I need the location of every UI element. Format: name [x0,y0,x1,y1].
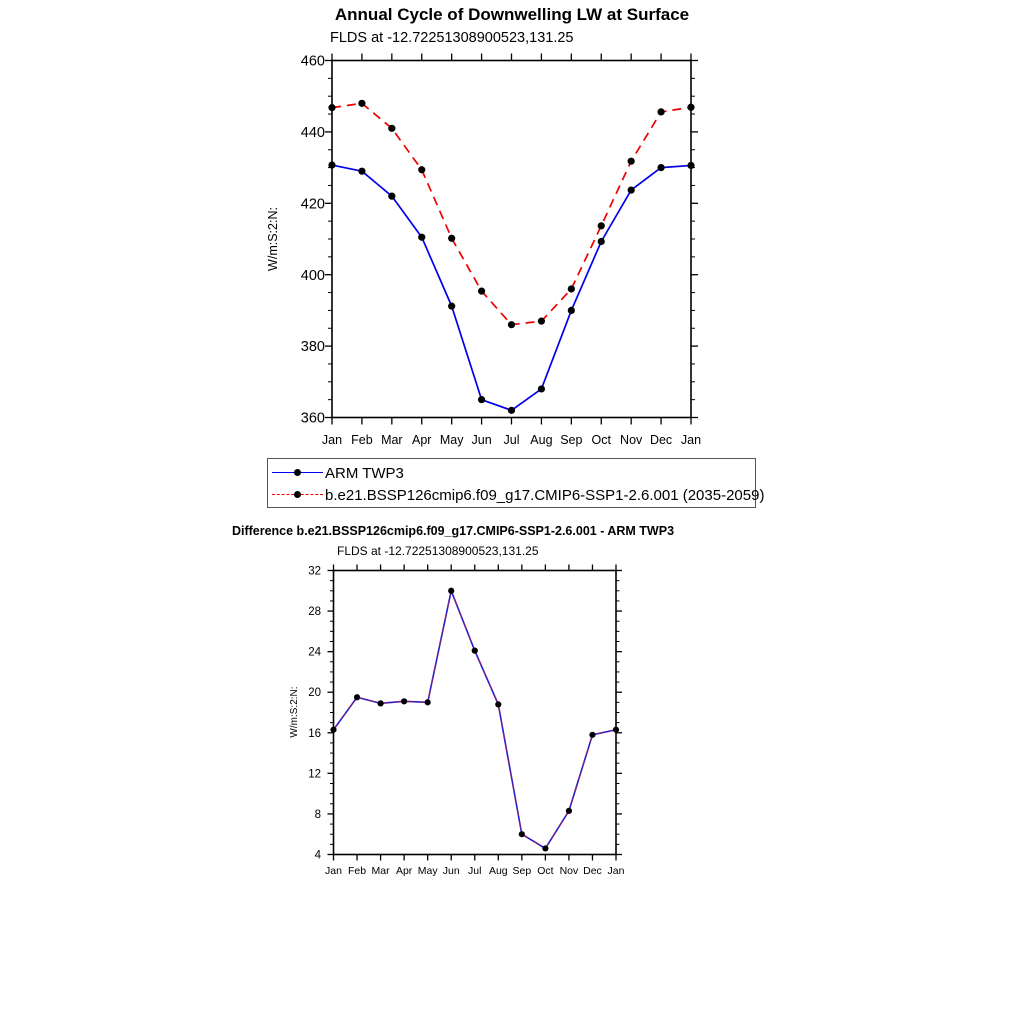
data-point-marker [448,588,454,594]
data-point-marker [568,285,575,292]
y-tick-label: 8 [314,808,321,821]
data-point-marker [358,168,365,175]
data-point-marker [448,235,455,242]
x-tick-label: May [417,865,438,877]
x-tick-label: Aug [488,865,508,877]
data-point-marker [628,158,635,165]
x-tick-label: Aug [530,433,553,447]
difference-chart-subtitle: FLDS at -12.72251308900523,131.25 [337,544,539,558]
x-tick-label: Jan [680,433,702,447]
x-tick-label: Mar [371,865,390,877]
x-tick-label: Jan [325,865,342,877]
y-tick-label: 360 [300,410,325,427]
x-tick-label: Feb [347,865,367,877]
x-tick-label: Nov [620,433,643,447]
data-point-marker [657,164,664,171]
legend-line-sample-solid [272,464,323,482]
x-tick-label: Jul [503,433,520,447]
x-tick-label: Jan [607,865,625,877]
data-point-marker [568,307,575,314]
difference-chart-title: Difference b.e21.BSSP126cmip6.f09_g17.CMIP6-SSP1-2.6.001 - ARM TWP3 [231,524,675,538]
data-point-marker [538,385,545,392]
x-tick-label: Feb [351,433,373,447]
marker-dot-icon [294,491,301,498]
data-point-marker [330,727,336,733]
legend-item-arm-twp3 [272,462,755,484]
x-tick-label: Sep [512,865,532,877]
data-point-marker [448,303,455,310]
data-point-marker [508,321,515,328]
legend-box [267,458,765,508]
y-tick-label: 24 [308,646,321,659]
legend-label: b.e21.BSSP126cmip6.f09_g17.CMIP6-SSP1-2.6.001 (2035-2059) [325,486,765,504]
x-tick-label: Oct [537,865,554,877]
x-tick-label: Dec [649,433,673,447]
data-point-marker [478,288,485,295]
data-point-marker [472,648,478,654]
data-point-marker [425,699,431,705]
y-tick-label: 28 [308,606,321,619]
data-point-marker [598,222,605,229]
data-point-marker [566,808,572,814]
data-point-marker [328,162,335,169]
data-point-marker [519,831,525,837]
legend-line-sample-dashed [272,486,323,504]
data-point-marker [418,166,425,173]
data-point-marker [628,186,635,193]
data-point-marker [478,396,485,403]
data-point-marker [657,108,664,115]
plot-frame [332,61,691,418]
series-line [334,591,617,849]
x-tick-label: Jun [442,865,460,877]
top-chart-subtitle: FLDS at -12.72251308900523,131.25 [330,30,574,46]
data-point-marker [328,104,335,111]
data-point-marker [388,125,395,132]
x-tick-label: Mar [381,433,403,447]
y-tick-label: 20 [308,687,321,700]
data-point-marker [418,234,425,241]
plot-frame [334,571,617,855]
x-tick-label: Jun [471,433,492,447]
data-point-marker [354,694,360,700]
data-point-marker [613,727,619,733]
y-tick-label: 440 [300,124,325,141]
y-tick-label: 32 [308,565,321,578]
marker-dot-icon [294,469,301,476]
data-point-marker [538,318,545,325]
data-point-marker [598,238,605,245]
series-line [332,165,691,410]
data-point-marker [388,193,395,200]
data-point-marker [401,698,407,704]
series-line [332,103,691,324]
y-tick-label: 380 [300,339,325,356]
x-tick-label: Dec [583,865,602,877]
data-point-marker [687,162,694,169]
legend-item-model-case [272,484,765,506]
data-point-marker [358,100,365,107]
top-chart-title: Annual Cycle of Downwelling LW at Surface [334,5,690,24]
x-tick-label: Apr [412,433,432,447]
x-tick-label: Oct [591,433,611,447]
data-point-marker [495,701,501,707]
y-tick-label: 420 [300,196,325,213]
difference-line-chart [272,552,642,888]
x-tick-label: Jan [321,433,343,447]
series-line-overlay [334,591,617,849]
y-tick-label: 16 [308,727,321,740]
y-axis-title: W/m:S:2:N: [266,207,280,271]
x-tick-label: Jul [468,865,482,877]
data-point-marker [589,732,595,738]
data-point-marker [687,104,694,111]
x-tick-label: Sep [560,433,583,447]
annual-cycle-line-chart [250,40,780,455]
x-tick-label: Apr [395,865,413,877]
y-tick-label: 4 [314,849,321,862]
x-tick-label: May [439,433,464,447]
y-axis-title: W/m:S:2:N: [289,686,300,738]
data-point-marker [377,700,383,706]
data-point-marker [542,845,548,851]
x-tick-label: Nov [559,865,579,877]
data-point-marker [508,407,515,414]
legend-label: ARM TWP3 [325,464,404,482]
y-tick-label: 460 [300,53,325,70]
y-tick-label: 12 [308,768,321,781]
y-tick-label: 400 [300,267,325,284]
